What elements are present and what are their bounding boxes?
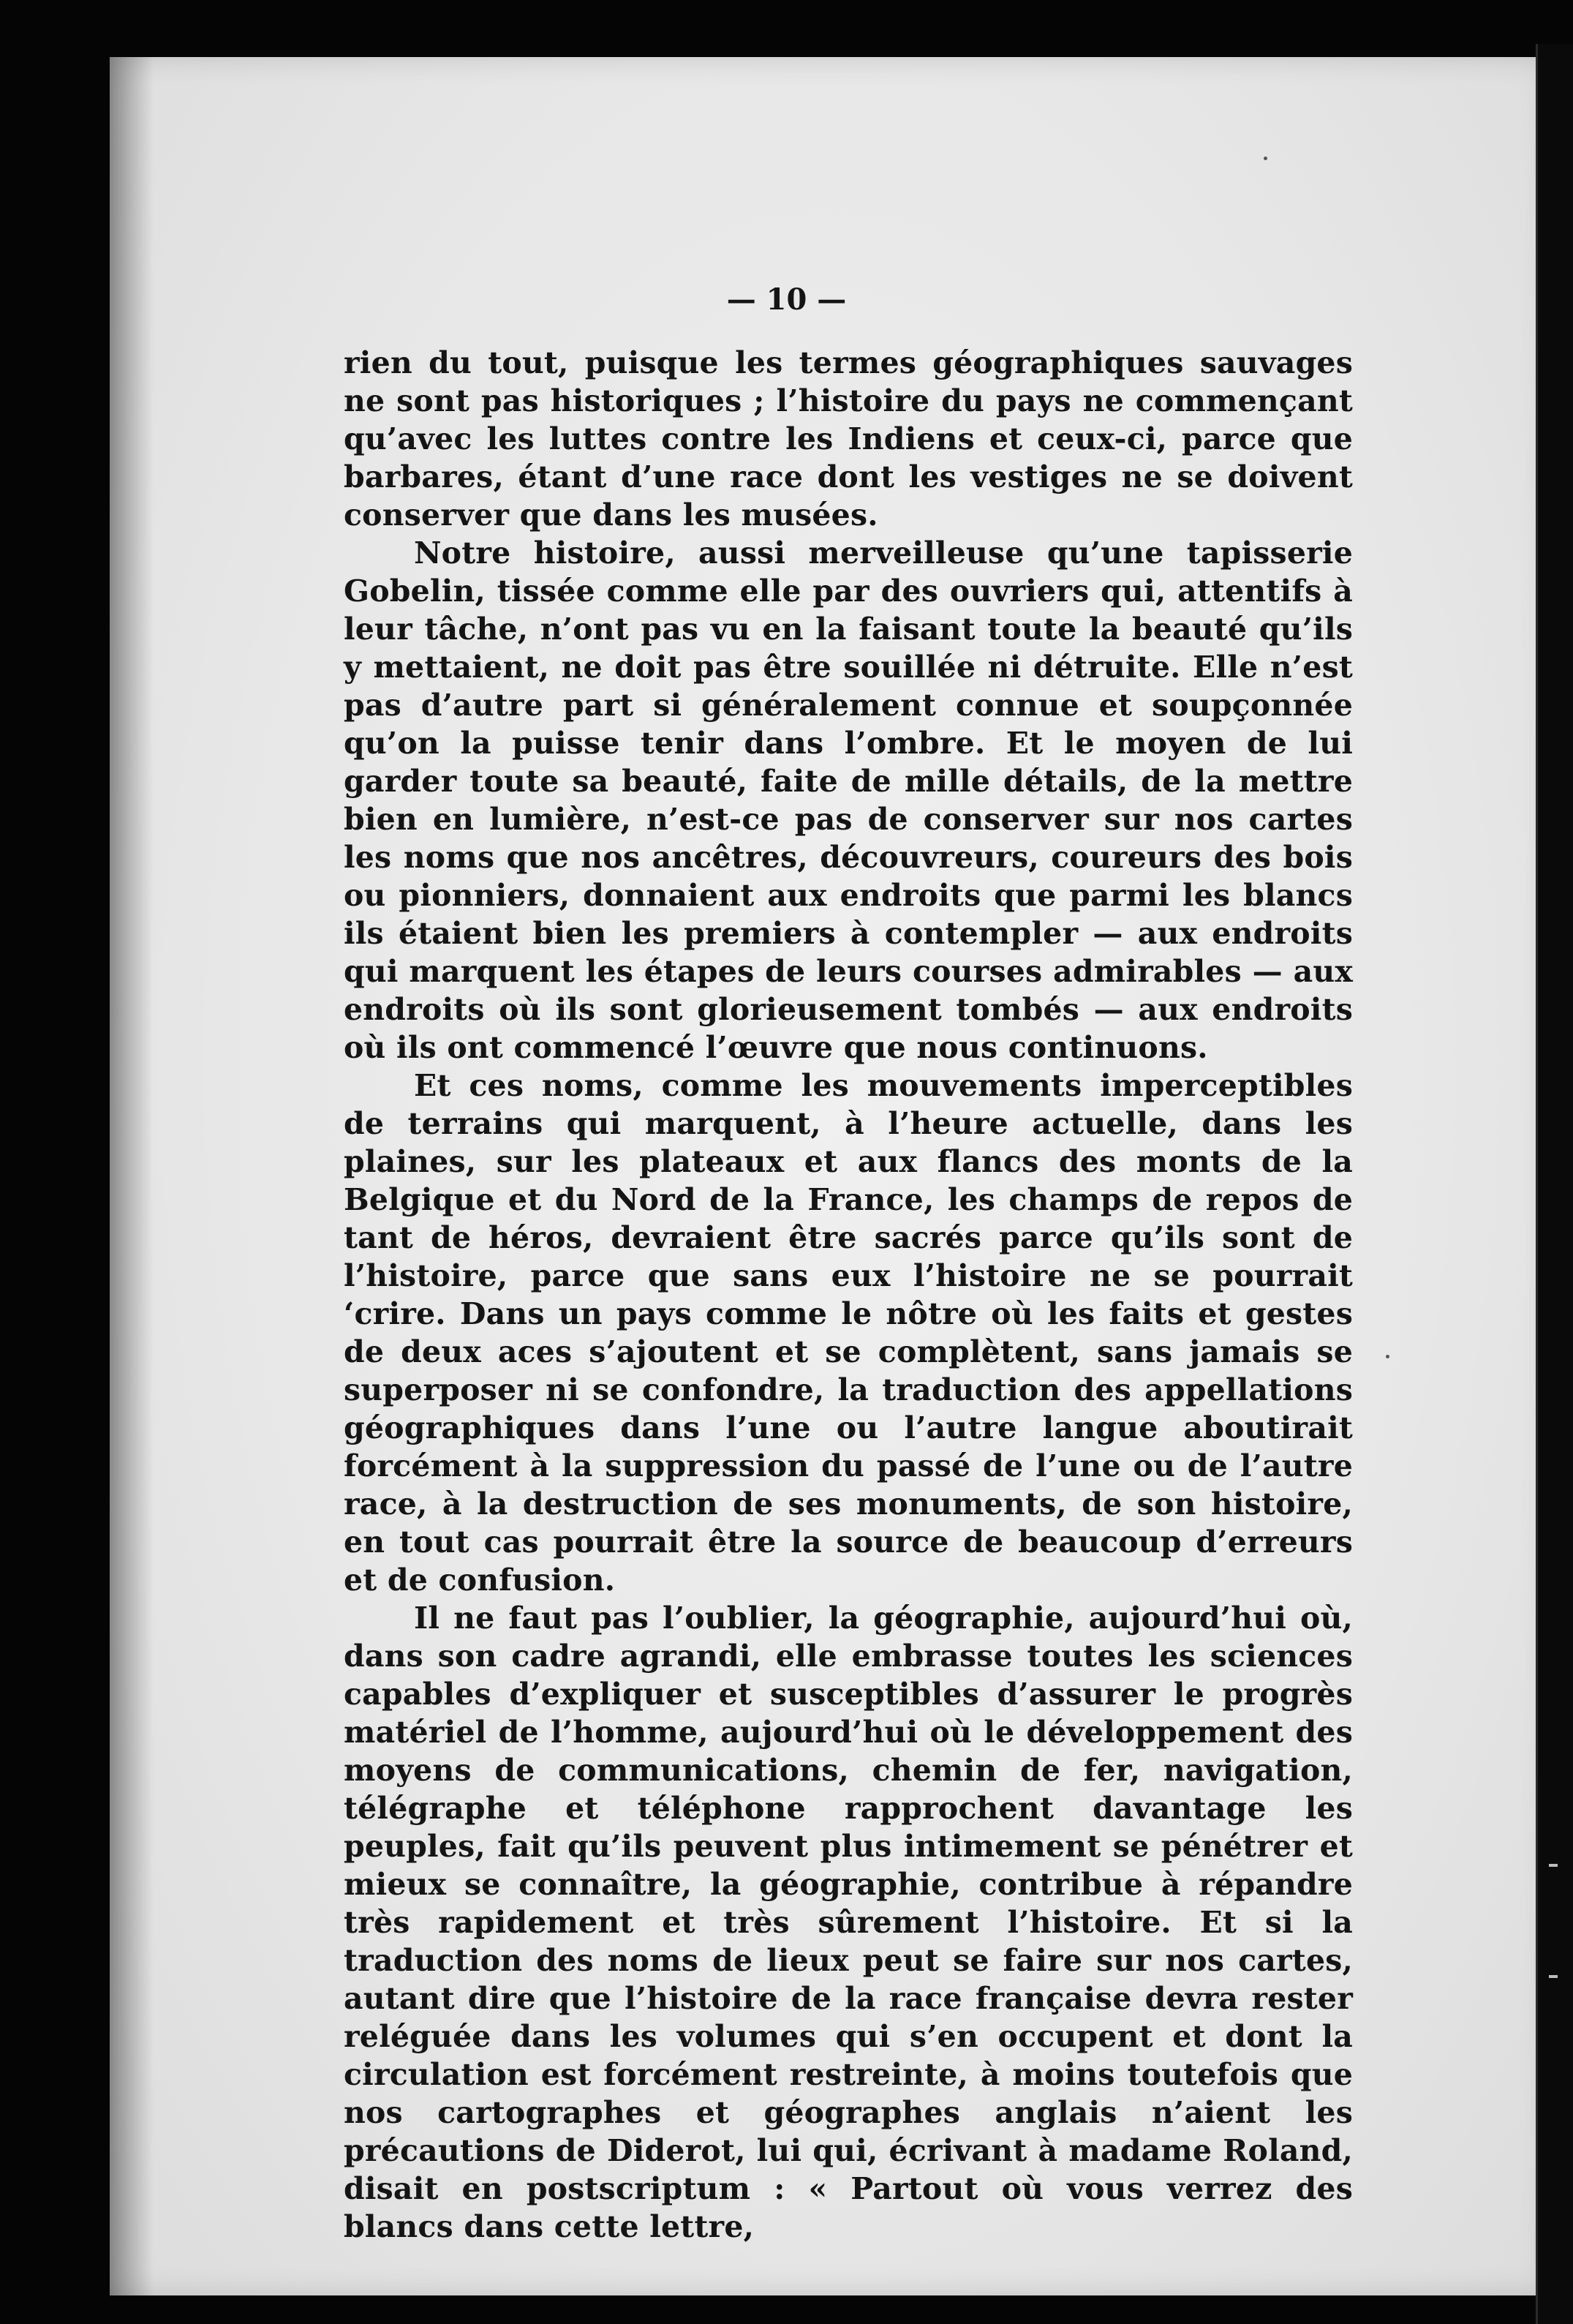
body-text xyxy=(344,344,1353,2246)
paper-speck xyxy=(1264,157,1267,160)
paragraph-1: rien du tout, puisque les termes géographiques sauvages ne sont pas historiques ; l’histoire du pays ne commençant qu’avec les luttes contre les Indiens et ceux-ci, parce que barbares, étant d’une race dont les vestiges ne se doivent conserver que dans les musées. xyxy=(344,345,1353,533)
edge-mark xyxy=(1549,1864,1558,1867)
edge-mark xyxy=(1549,1975,1558,1978)
page-number: — 10 — xyxy=(726,282,847,317)
page-gutter-shadow xyxy=(110,57,154,2295)
page-edge xyxy=(1536,44,1573,2324)
paragraph-4: Il ne faut pas l’oublier, la géographie, aujourd’hui où, dans son cadre agrandi, elle embrasse toutes les sciences capables d’expliquer et susceptibles d’assurer le progrès matériel de l’homme, aujourd’hui où le développement des moyens de communications, chemin de fer, navigation, télégraphe et téléphone rapprochent davantage les peuples, fait qu’ils peuvent plus intimement se pénétrer et mieux se connaître, la géographie, contribue à répandre très rapidement et très sûrement l’histoire. Et si la traduction des noms de lieux peut se faire sur nos cartes, autant dire que l’histoire de la race française devra rester reléguée dans les volumes qui s’en occupent et dont la circulation est forcément restreinte, à moins toutefois que nos cartographes et géographes anglais n’aient les précautions de Diderot, lui qui, écrivant à madame Roland, disait en postscriptum : « Partout où vous verrez des blancs dans cette lettre, xyxy=(344,1601,1353,2244)
paper-speck xyxy=(1386,1355,1389,1358)
paragraph-3: Et ces noms, comme les mouvements imperceptibles de terrains qui marquent, à l’heure actuelle, dans les plaines, sur les plateaux et aux flancs des monts de la Belgique et du Nord de la France, les champs de repos de tant de héros, devraient être sacrés parce qu’ils sont de l’histoire, parce que sans eux l’histoire ne se pourrait ‘crire. Dans un pays comme le nôtre où les faits et gestes de deux aces s’ajoutent et se complètent, sans jamais se superposer ni se confondre, la traduction des appellations géographiques dans l’une ou l’autre langue aboutirait forcément à la suppression du passé de l’une ou de l’autre race, à la destruction de ses monuments, de son histoire, en tout cas pourrait être la source de beaucoup d’erreurs et de confusion. xyxy=(344,1068,1353,1598)
paragraph-2: Notre histoire, aussi merveilleuse qu’une tapisserie Gobelin, tissée comme elle par des ouvriers qui, attentifs à leur tâche, n’ont pas vu en la faisant toute la beauté qu’ils y mettaient, ne doit pas être souillée ni détruite. Elle n’est pas d’autre part si généralement connue et soupçonnée qu’on la puisse tenir dans l’ombre. Et le moyen de lui garder toute sa beauté, faite de mille détails, de la mettre bien en lumière, n’est-ce pas de conserver sur nos cartes les noms que nos ancêtres, découvreurs, coureurs des bois ou pionniers, donnaient aux endroits que parmi les blancs ils étaient bien les premiers à contempler — aux endroits qui marquent les étapes de leurs courses admirables — aux endroits où ils sont glorieusement tombés — aux endroits où ils ont commencé l’œuvre que nous continuons. xyxy=(344,535,1353,1065)
